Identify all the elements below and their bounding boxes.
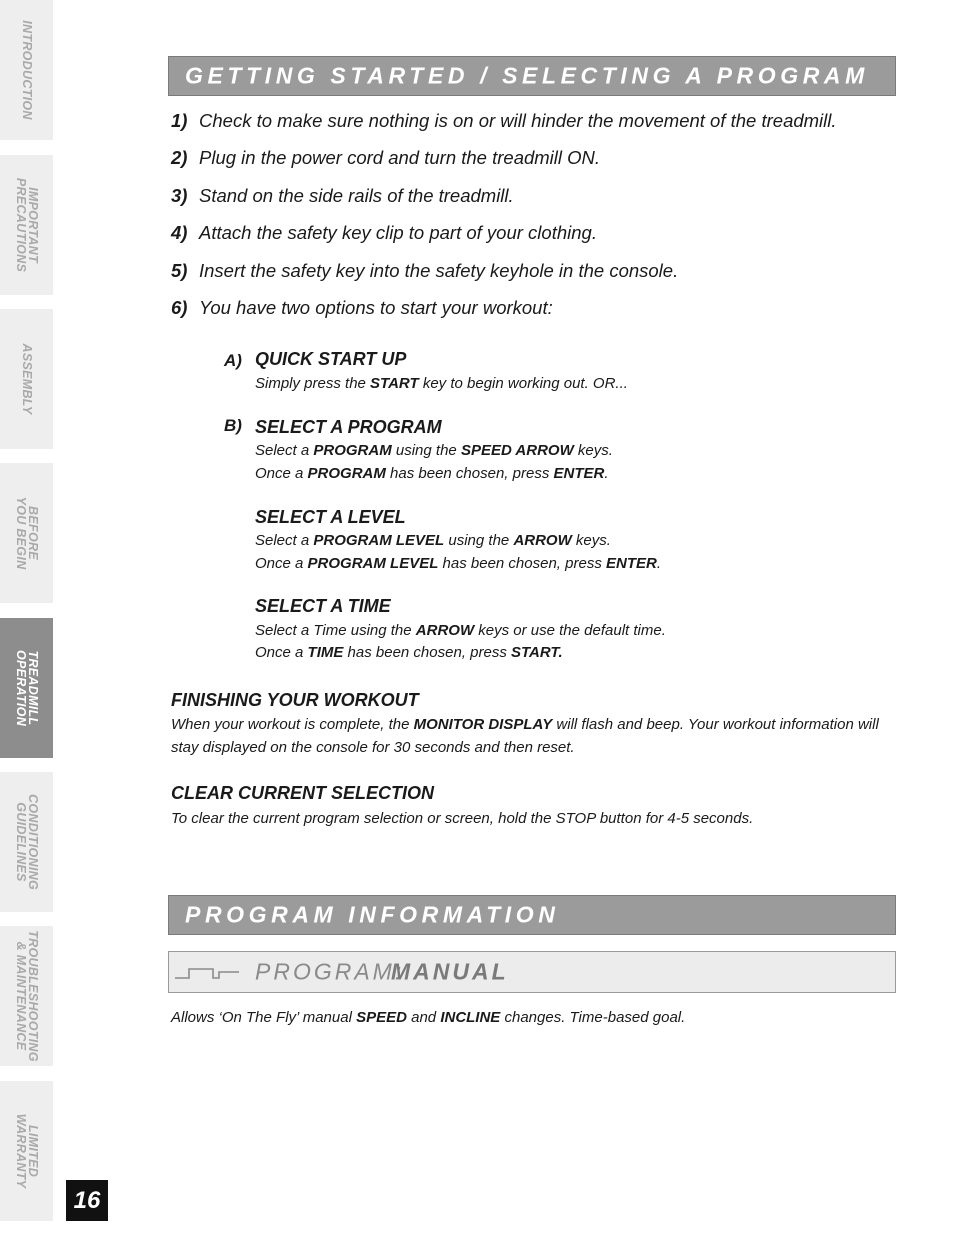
program-bar-manual — [168, 951, 896, 993]
select-level-line: Select a PROGRAM LEVEL using the ARROW keys. — [255, 532, 611, 549]
quick-start-line: Simply press the START key to begin working out. OR... — [255, 375, 628, 392]
step-text: Stand on the side rails of the treadmill. — [199, 185, 514, 206]
select-level-title: SELECT A LEVEL — [255, 507, 406, 527]
select-time-line: Select a Time using the ARROW keys or use the default time. — [255, 622, 666, 639]
select-program-line: Once a PROGRAM has been chosen, press ENTER. — [255, 465, 609, 482]
step-number: 4) — [171, 222, 188, 243]
section-header-program-information — [168, 895, 896, 935]
select-time-title: SELECT A TIME — [255, 596, 391, 616]
tab-treadmill-operation[interactable] — [0, 618, 53, 758]
step-item — [171, 260, 678, 282]
section-title: GETTING STARTED / SELECTING A PROGRAM — [185, 62, 869, 89]
clear-selection-title: CLEAR CURRENT SELECTION — [171, 783, 435, 803]
step-number: 6) — [171, 297, 188, 318]
finishing-workout-title: FINISHING YOUR WORKOUT — [171, 690, 419, 710]
select-program-title: SELECT A PROGRAM — [255, 417, 442, 437]
step-item — [171, 110, 837, 132]
section-header-getting-started — [168, 56, 896, 96]
tab-before-you-begin[interactable] — [0, 463, 53, 603]
tab-label: IMPORTANT PRECAUTIONS — [13, 177, 40, 273]
step-number: 2) — [171, 147, 188, 168]
select-level-line: Once a PROGRAM LEVEL has been chosen, press ENTER. — [255, 555, 661, 572]
tab-conditioning-guidelines[interactable] — [0, 772, 53, 912]
tab-label: CONDITIONING GUIDELINES — [13, 794, 40, 890]
step-text: Plug in the power cord and turn the treadmill ON. — [199, 147, 601, 168]
step-item — [171, 297, 553, 319]
step-text: Insert the safety key into the safety keyhole in the console. — [199, 260, 679, 281]
program-prefix: PROGRAM: — [255, 958, 405, 985]
tab-label: TREADMILL OPERATION — [13, 649, 40, 727]
tab-label: TROUBLESHOOTING & MAINTENANCE — [13, 930, 40, 1062]
tab-troubleshooting-maintenance[interactable] — [0, 926, 53, 1066]
section-title: PROGRAM INFORMATION — [185, 901, 560, 928]
step-item — [171, 147, 600, 169]
tab-introduction[interactable] — [0, 0, 53, 140]
tab-limited-warranty[interactable] — [0, 1081, 53, 1221]
step-item — [171, 222, 597, 244]
program-name: MANUAL — [391, 958, 509, 985]
tab-important-precautions[interactable] — [0, 155, 53, 295]
manual-profile-icon — [173, 961, 241, 983]
option-letter-a: A) — [224, 351, 242, 370]
tab-assembly[interactable] — [0, 309, 53, 449]
step-text: Check to make sure nothing is on or will hinder the movement of the treadmill. — [199, 110, 837, 131]
tab-label: ASSEMBLY — [19, 343, 34, 415]
step-text: Attach the safety key clip to part of your clothing. — [199, 222, 597, 243]
tab-label: INTRODUCTION — [19, 20, 34, 120]
step-number: 1) — [171, 110, 188, 131]
clear-selection-text: To clear the current program selection or screen, hold the STOP button for 4-5 seconds. — [171, 810, 754, 827]
step-text: You have two options to start your workout: — [199, 297, 553, 318]
step-item — [171, 185, 514, 207]
program-description: Allows ‘On The Fly’ manual SPEED and INCLINE changes. Time-based goal. — [171, 1009, 686, 1026]
finishing-workout-text: When your workout is complete, the MONITOR DISPLAY will flash and beep. Your workout information will stay displayed on the console for 30 seconds and then reset. — [171, 716, 879, 756]
step-number: 3) — [171, 185, 188, 206]
select-program-line: Select a PROGRAM using the SPEED ARROW keys. — [255, 442, 613, 459]
page-number: 16 — [66, 1180, 108, 1221]
tab-label: BEFORE YOU BEGIN — [13, 496, 40, 570]
option-letter-b: B) — [224, 416, 242, 435]
select-time-line: Once a TIME has been chosen, press START. — [255, 644, 563, 661]
quick-start-title: QUICK START UP — [255, 349, 407, 369]
step-number: 5) — [171, 260, 188, 281]
tab-label: LIMITED WARRANTY — [13, 1113, 40, 1189]
